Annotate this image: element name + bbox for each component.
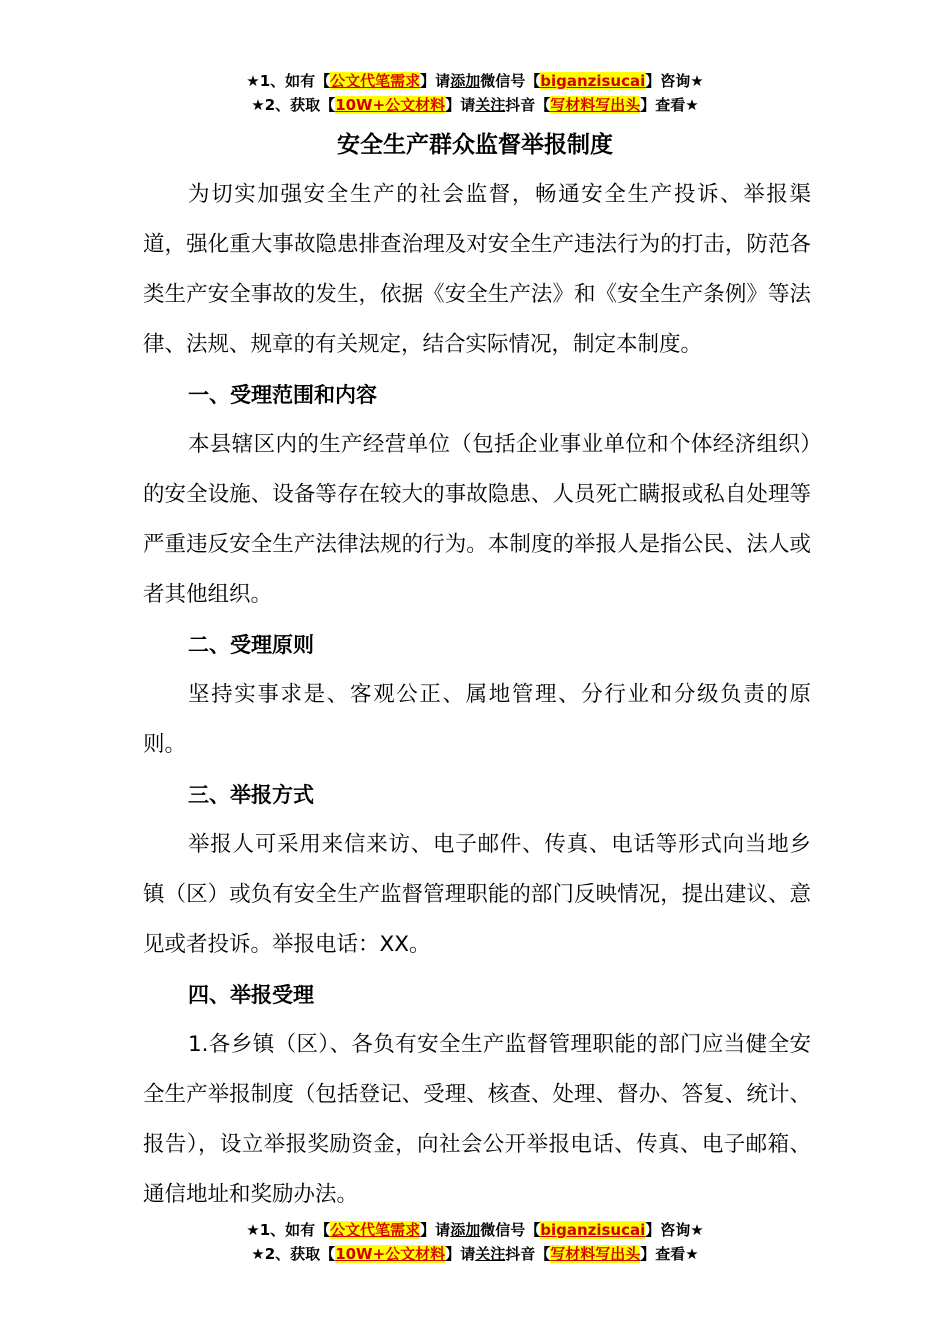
section-paragraph: 坚持实事求是、客观公正、属地管理、分行业和分级负责的原则。 [143, 682, 811, 757]
banner-highlight: biganzisucai [540, 72, 646, 90]
banner-underlined: 添加 [450, 72, 481, 90]
intro-paragraph: 为切实加强安全生产的社会监督，畅通安全生产投诉、举报渠道，强化重大事故隐患排查治理及对安全生产违法行为的打击，防范各类生产安全事故的发生，依据《安全生产法》和《安全生产条例》等法律、法规、规章的有关规定，结合实际情况，制定本制度。 [143, 182, 811, 357]
banner-text: ★2、获取【 [251, 1245, 336, 1263]
section-heading: 三、举报方式 [188, 783, 314, 807]
banner-highlight: 写材料写出头 [550, 1245, 641, 1263]
section-heading: 二、受理原则 [188, 633, 314, 657]
banner-text: 抖音【 [505, 96, 551, 114]
banner-text: 抖音【 [505, 1245, 551, 1263]
banner-text: 】咨询★ [645, 1221, 704, 1239]
section-paragraph: 本县辖区内的生产经营单位（包括企业事业单位和个体经济组织）的安全设施、设备等存在较大的事故隐患、人员死亡瞒报或私自处理等严重违反安全生产法律法规的行为。本制度的举报人是指公民、法人或者其他组织。 [143, 432, 811, 607]
banner-highlight: 10W+公文材料 [335, 96, 446, 114]
section-heading: 四、举报受理 [188, 983, 314, 1007]
section-paragraph: 1.各乡镇（区）、各负有安全生产监督管理职能的部门应当健全安全生产举报制度（包括登记、受理、核查、处理、督办、答复、统计、报告），设立举报奖励资金，向社会公开举报电话、传真、电子邮箱、通信地址和奖励办法。 [143, 1032, 811, 1207]
promo-banner-line-2 [0, 94, 950, 116]
promo-banner-line-1 [0, 70, 950, 92]
section-paragraph: 举报人可采用来信来访、电子邮件、传真、电话等形式向当地乡镇（区）或负有安全生产监督管理职能的部门反映情况，提出建议、意见或者投诉。举报电话：XX。 [143, 832, 811, 957]
banner-text: 】查看★ [640, 96, 699, 114]
promo-banner-line-1-footer [0, 1219, 950, 1241]
banner-text: ★1、如有【 [246, 72, 331, 90]
banner-highlight: biganzisucai [540, 1221, 646, 1239]
banner-text: ★2、获取【 [251, 96, 336, 114]
banner-underlined: 关注 [475, 96, 506, 114]
banner-text: 】请 [420, 72, 451, 90]
banner-highlight: 公文代笔需求 [330, 1221, 421, 1239]
banner-highlight: 写材料写出头 [550, 96, 641, 114]
banner-text: ★1、如有【 [246, 1221, 331, 1239]
banner-highlight: 10W+公文材料 [335, 1245, 446, 1263]
banner-underlined: 关注 [475, 1245, 506, 1263]
banner-text: 微信号【 [480, 72, 541, 90]
banner-highlight: 公文代笔需求 [330, 72, 421, 90]
banner-text: 】查看★ [640, 1245, 699, 1263]
banner-underlined: 添加 [450, 1221, 481, 1239]
banner-text: 】咨询★ [645, 72, 704, 90]
document-title: 安全生产群众监督举报制度 [337, 132, 613, 158]
section-heading: 一、受理范围和内容 [188, 383, 377, 407]
banner-text: 】请 [445, 1245, 476, 1263]
banner-text: 】请 [420, 1221, 451, 1239]
promo-banner-line-2-footer [0, 1243, 950, 1265]
banner-text: 】请 [445, 96, 476, 114]
document-body [143, 170, 811, 1220]
banner-text: 微信号【 [480, 1221, 541, 1239]
